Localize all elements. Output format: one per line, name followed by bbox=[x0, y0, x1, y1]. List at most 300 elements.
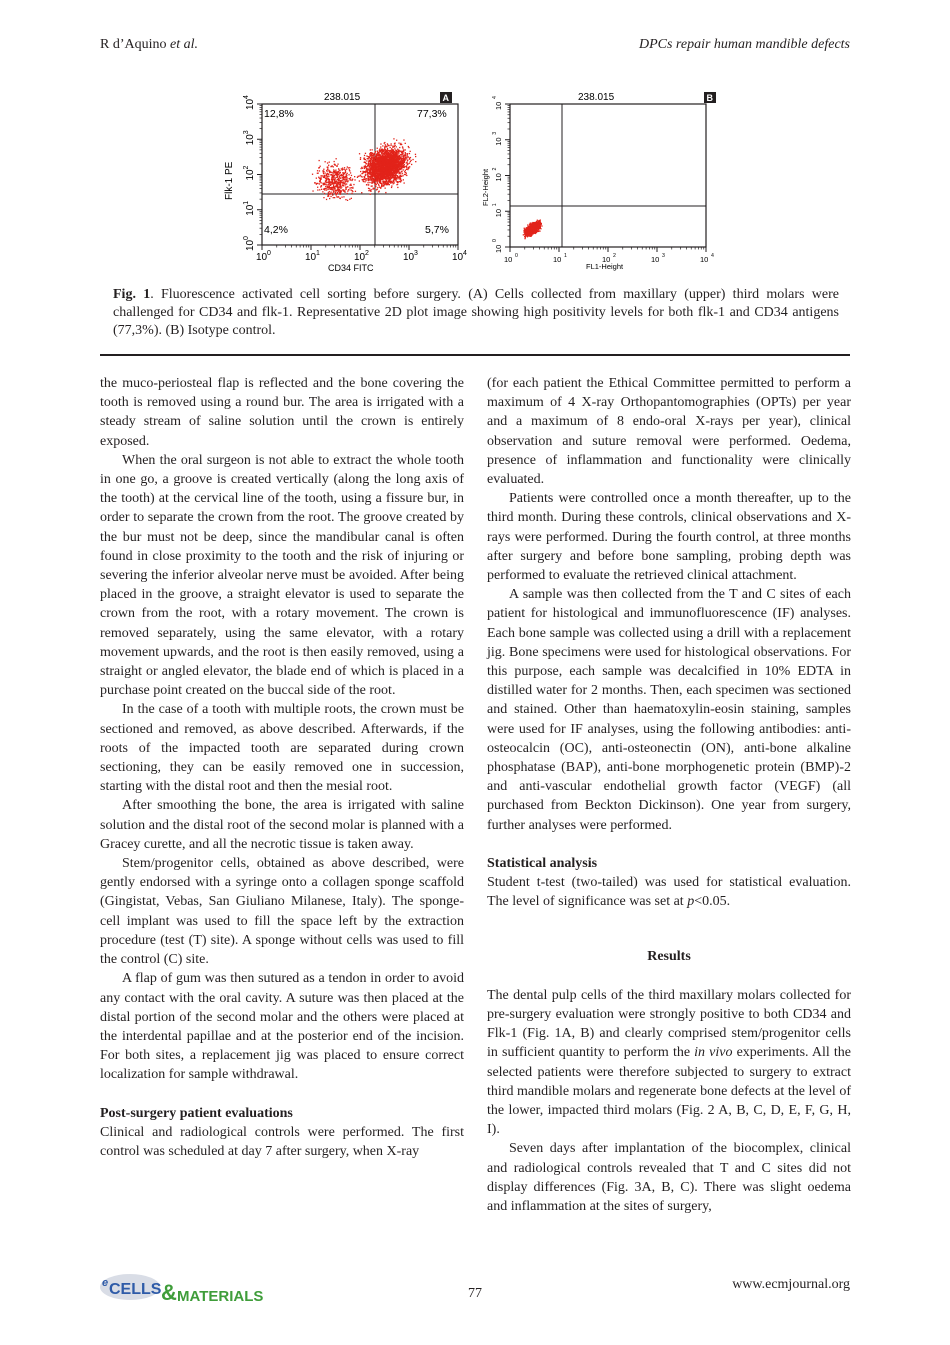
scatter-dot bbox=[378, 176, 379, 177]
scatter-dot bbox=[384, 142, 385, 143]
scatter-dot bbox=[389, 184, 390, 185]
scatter-dot bbox=[395, 157, 396, 158]
scatter-dot bbox=[393, 151, 394, 152]
scatter-dot bbox=[403, 169, 404, 170]
scatter-dot bbox=[339, 172, 340, 173]
journal-url: www.ecmjournal.org bbox=[732, 1277, 850, 1292]
scatter-dot bbox=[339, 191, 340, 192]
panel-a-q-upper-right: 77,3% bbox=[417, 108, 447, 120]
scatter-dot bbox=[529, 229, 530, 230]
scatter-dot bbox=[527, 230, 528, 231]
scatter-dot bbox=[344, 190, 345, 191]
scatter-dot bbox=[392, 170, 393, 171]
scatter-dot bbox=[394, 159, 395, 160]
scatter-dot bbox=[371, 158, 372, 159]
scatter-dot bbox=[364, 161, 365, 162]
scatter-dot bbox=[366, 163, 367, 164]
scatter-dot bbox=[347, 177, 348, 178]
scatter-dot bbox=[390, 154, 391, 155]
scatter-dot bbox=[326, 184, 327, 185]
scatter-dot bbox=[323, 197, 324, 198]
scatter-dot bbox=[368, 184, 369, 185]
scatter-dot bbox=[397, 162, 398, 163]
scatter-dot bbox=[366, 168, 367, 169]
scatter-dot bbox=[336, 194, 337, 195]
scatter-dot bbox=[373, 179, 374, 180]
scatter-dot bbox=[342, 182, 343, 183]
scatter-dot bbox=[322, 175, 323, 176]
scatter-dot bbox=[331, 178, 332, 179]
scatter-dot bbox=[365, 171, 366, 172]
scatter-dot bbox=[344, 167, 345, 168]
scatter-dot bbox=[312, 174, 313, 175]
scatter-dot bbox=[404, 182, 405, 183]
panel-a-top-value: 238.015 bbox=[324, 92, 361, 103]
scatter-dot bbox=[326, 182, 327, 183]
scatter-dot bbox=[395, 164, 396, 165]
scatter-dot bbox=[384, 163, 385, 164]
scatter-dot bbox=[398, 158, 399, 159]
panel-a-q-lower-left: 4,2% bbox=[264, 224, 288, 236]
figure-caption bbox=[113, 286, 839, 340]
scatter-dot bbox=[363, 171, 364, 172]
scatter-dot bbox=[402, 153, 403, 154]
scatter-dot bbox=[328, 189, 329, 190]
scatter-dot bbox=[386, 184, 387, 185]
scatter-dot bbox=[361, 167, 362, 168]
scatter-dot bbox=[333, 189, 334, 190]
scatter-dot bbox=[524, 231, 525, 232]
scatter-dot bbox=[333, 183, 334, 184]
scatter-dot bbox=[391, 185, 392, 186]
scatter-dot bbox=[352, 179, 353, 180]
scatter-dot bbox=[371, 167, 372, 168]
scatter-dot bbox=[384, 169, 385, 170]
scatter-dot bbox=[328, 165, 329, 166]
scatter-dot bbox=[376, 166, 377, 167]
scatter-dot bbox=[332, 172, 333, 173]
x-tick-label: 10 bbox=[504, 255, 513, 264]
scatter-dot bbox=[393, 183, 394, 184]
scatter-dot bbox=[387, 148, 388, 149]
x-tick-exponent: 4 bbox=[711, 253, 714, 259]
scatter-dot bbox=[325, 184, 326, 185]
scatter-dot bbox=[383, 170, 384, 171]
scatter-dot bbox=[382, 145, 383, 146]
scatter-dot bbox=[377, 155, 378, 156]
x-tick-exponent: 3 bbox=[662, 253, 665, 259]
scatter-dot bbox=[400, 168, 401, 169]
scatter-dot bbox=[333, 197, 334, 198]
scatter-dot bbox=[404, 155, 405, 156]
paragraph: A sample was then collected from the T and C sites of each patient for histological and immunofluorescence (IF) analyses. Each bone sample was collected using a drill with a replacement jig. Bone specimens were used for histological observations. For this purpose, each sample was decalcified in 10% EDTA in distilled water for 2 months. Then, each specimen was sectioned and stained. Other than haematoxylin-eosin staining, samples were used for IF analyses, using the following antibodies: anti-osteocalcin (OC), anti-osteonectin (ON), anti-bone alkaline phosphatase (BAP), anti-bone morphogenetic protein (BMP)-2 and anti-vascular endothelial growth factor (VEGF) (all purchased from Beckton Dickinson). One year from surgery, further analyses were performed. bbox=[487, 587, 851, 833]
scatter-dot bbox=[378, 165, 379, 166]
scatter-dot bbox=[342, 180, 343, 181]
scatter-dot bbox=[366, 169, 367, 170]
scatter-dot bbox=[392, 181, 393, 182]
scatter-dot bbox=[376, 181, 377, 182]
panel-a-y-label: Flk-1 PE bbox=[224, 161, 235, 200]
y-tick-label: 10 bbox=[245, 169, 256, 181]
scatter-dot bbox=[364, 179, 365, 180]
scatter-dot bbox=[382, 164, 383, 165]
scatter-dot bbox=[383, 157, 384, 158]
y-tick-exponent: 0 bbox=[492, 239, 498, 242]
scatter-dot bbox=[329, 191, 330, 192]
scatter-dot bbox=[347, 200, 348, 201]
scatter-dot bbox=[394, 173, 395, 174]
panel-b-label: B bbox=[706, 93, 713, 103]
scatter-dot bbox=[401, 171, 402, 172]
scatter-dot bbox=[388, 159, 389, 160]
scatter-dot bbox=[372, 189, 373, 190]
scatter-dot bbox=[377, 148, 378, 149]
scatter-dot bbox=[332, 165, 333, 166]
scatter-dot bbox=[367, 173, 368, 174]
scatter-dot bbox=[374, 175, 375, 176]
scatter-dot bbox=[373, 155, 374, 156]
scatter-dot bbox=[349, 170, 350, 171]
scatter-dot bbox=[372, 174, 373, 175]
scatter-dot bbox=[326, 189, 327, 190]
scatter-dot bbox=[377, 187, 378, 188]
scatter-dot bbox=[378, 179, 379, 180]
scatter-dot bbox=[335, 178, 336, 179]
scatter-dot bbox=[394, 143, 395, 144]
scatter-dot bbox=[377, 169, 378, 170]
scatter-dot bbox=[399, 178, 400, 179]
scatter-dot bbox=[334, 172, 335, 173]
scatter-dot bbox=[382, 183, 383, 184]
scatter-dot bbox=[350, 172, 351, 173]
scatter-dot bbox=[372, 160, 373, 161]
scatter-dot bbox=[331, 192, 332, 193]
scatter-dot bbox=[374, 188, 375, 189]
scatter-dot bbox=[392, 147, 393, 148]
scatter-dot bbox=[333, 185, 334, 186]
scatter-dot bbox=[322, 191, 323, 192]
scatter-dot bbox=[342, 169, 343, 170]
scatter-dot bbox=[402, 173, 403, 174]
scatter-dot bbox=[333, 177, 334, 178]
scatter-dot bbox=[382, 161, 383, 162]
scatter-dot bbox=[398, 177, 399, 178]
scatter-dot bbox=[321, 186, 322, 187]
scatter-dot bbox=[368, 163, 369, 164]
scatter-dot bbox=[329, 170, 330, 171]
panel-a bbox=[224, 92, 467, 273]
scatter-dot bbox=[541, 225, 542, 226]
scatter-dot bbox=[357, 176, 358, 177]
scatter-dot bbox=[394, 177, 395, 178]
scatter-dot bbox=[334, 197, 335, 198]
panel-a-x-label: CD34 FITC bbox=[328, 263, 374, 273]
scatter-dot bbox=[398, 172, 399, 173]
scatter-dot bbox=[406, 175, 407, 176]
scatter-dot bbox=[372, 149, 373, 150]
paragraph: Seven days after implantation of the biocomplex, clinical and radiological controls revealed that T and C sites did not display differences (Fig. 3A, B, C). There was slight oedema and inflammation at the sites of surgery, bbox=[487, 1141, 851, 1214]
scatter-dot bbox=[381, 159, 382, 160]
scatter-dot bbox=[343, 189, 344, 190]
scatter-dot bbox=[347, 186, 348, 187]
scatter-dot bbox=[397, 159, 398, 160]
scatter-dot bbox=[389, 182, 390, 183]
scatter-dot bbox=[402, 146, 403, 147]
scatter-dot bbox=[370, 160, 371, 161]
scatter-dot bbox=[389, 164, 390, 165]
scatter-dot bbox=[374, 153, 375, 154]
scatter-dot bbox=[327, 166, 328, 167]
scatter-dot bbox=[395, 167, 396, 168]
scatter-dot bbox=[396, 150, 397, 151]
scatter-dot bbox=[384, 164, 385, 165]
scatter-dot bbox=[319, 183, 320, 184]
scatter-dot bbox=[332, 193, 333, 194]
scatter-dot bbox=[369, 166, 370, 167]
scatter-dot bbox=[396, 184, 397, 185]
y-tick-exponent: 1 bbox=[243, 200, 250, 205]
scatter-dot bbox=[333, 173, 334, 174]
x-tick-label: 10 bbox=[651, 255, 660, 264]
scatter-dot bbox=[338, 187, 339, 188]
scatter-dot bbox=[365, 166, 366, 167]
scatter-dot bbox=[535, 225, 536, 226]
scatter-dot bbox=[317, 189, 318, 190]
scatter-dot bbox=[397, 168, 398, 169]
scatter-dot bbox=[331, 177, 332, 178]
scatter-dot bbox=[396, 173, 397, 174]
scatter-dot bbox=[393, 149, 394, 150]
scatter-dot bbox=[325, 186, 326, 187]
scatter-dot bbox=[411, 160, 412, 161]
scatter-dot bbox=[403, 167, 404, 168]
scatter-dot bbox=[398, 182, 399, 183]
y-tick-exponent: 3 bbox=[492, 131, 498, 135]
scatter-dot bbox=[407, 154, 408, 155]
scatter-dot bbox=[375, 151, 376, 152]
scatter-dot bbox=[371, 153, 372, 154]
paragraph: After smoothing the bone, the area is irrigated with saline solution and the distal root of the second molar is planned with a Gracey curette, and all the necrotic tissue is taken away. bbox=[100, 798, 464, 852]
scatter-dot bbox=[407, 169, 408, 170]
scatter-dot bbox=[364, 181, 365, 182]
y-tick-exponent: 0 bbox=[243, 236, 250, 240]
paragraph: The dental pulp cells of the third maxillary molars collected for pre-surgery evaluation were strongly positive to both CD34 and Flk-1 (Fig. 1A, B) and clearly comprised stem/progenitor cells in sufficient quantity to perform the in vivo experiments. All the selected patients were therefore subjected to surgery to extract third mandible molars and regenerate bone defects at the level of the lower, impacted third molars (Fig. 2 A, B, C, D, E, F, G, H, I). bbox=[487, 987, 851, 1138]
y-tick-label: 10 bbox=[494, 101, 503, 110]
scatter-dot bbox=[529, 232, 530, 233]
scatter-dot bbox=[346, 169, 347, 170]
scatter-dot bbox=[336, 158, 337, 159]
scatter-dot bbox=[531, 230, 532, 231]
scatter-dot bbox=[379, 175, 380, 176]
scatter-dot bbox=[537, 220, 538, 221]
scatter-dot bbox=[394, 148, 395, 149]
scatter-dot bbox=[415, 156, 416, 157]
scatter-dot bbox=[403, 161, 404, 162]
figure-1 bbox=[220, 88, 730, 278]
scatter-dot bbox=[316, 178, 317, 179]
scatter-dot bbox=[390, 167, 391, 168]
scatter-dot bbox=[394, 179, 395, 180]
scatter-dot bbox=[381, 177, 382, 178]
logo-materials: MATERIALS bbox=[177, 1288, 264, 1305]
scatter-dot bbox=[351, 198, 352, 199]
scatter-dot bbox=[407, 167, 408, 168]
scatter-dot bbox=[372, 182, 373, 183]
scatter-dot bbox=[377, 160, 378, 161]
scatter-dot bbox=[338, 188, 339, 189]
scatter-dot bbox=[386, 162, 387, 163]
scatter-dot bbox=[400, 158, 401, 159]
scatter-dot bbox=[329, 182, 330, 183]
scatter-dot bbox=[404, 158, 405, 159]
paragraph: the muco-periosteal flap is reflected and the bone covering the tooth is removed using a round bur. The area is irrigated with a steady stream of saline solution until the crown is entirely exposed. bbox=[100, 376, 464, 449]
y-tick-exponent: 1 bbox=[492, 203, 498, 207]
scatter-dot bbox=[349, 199, 350, 200]
scatter-dot bbox=[402, 154, 403, 155]
scatter-dot bbox=[538, 226, 539, 227]
scatter-dot bbox=[326, 188, 327, 189]
scatter-dot bbox=[380, 170, 381, 171]
results-heading: Results bbox=[647, 949, 691, 965]
scatter-dot bbox=[349, 187, 350, 188]
scatter-dot bbox=[399, 156, 400, 157]
scatter-dot bbox=[334, 161, 335, 162]
scatter-dot bbox=[346, 179, 347, 180]
scatter-dot bbox=[376, 169, 377, 170]
scatter-dot bbox=[374, 184, 375, 185]
scatter-dot bbox=[369, 182, 370, 183]
scatter-dot bbox=[373, 163, 374, 164]
scatter-dot bbox=[370, 175, 371, 176]
scatter-dot bbox=[396, 146, 397, 147]
scatter-dot bbox=[391, 181, 392, 182]
scatter-dot bbox=[406, 165, 407, 166]
scatter-dot bbox=[538, 231, 539, 232]
scatter-dot bbox=[332, 180, 333, 181]
scatter-dot bbox=[330, 172, 331, 173]
scatter-dot bbox=[390, 150, 391, 151]
scatter-dot bbox=[345, 199, 346, 200]
scatter-dot bbox=[324, 193, 325, 194]
scatter-dot bbox=[337, 192, 338, 193]
scatter-dot bbox=[318, 173, 319, 174]
scatter-dot bbox=[385, 188, 386, 189]
scatter-dot bbox=[346, 183, 347, 184]
scatter-dot bbox=[373, 171, 374, 172]
scatter-dot bbox=[530, 232, 531, 233]
y-tick-label: 10 bbox=[494, 244, 503, 253]
scatter-dot bbox=[359, 180, 360, 181]
scatter-dot bbox=[403, 157, 404, 158]
scatter-dot bbox=[388, 183, 389, 184]
scatter-dot bbox=[396, 175, 397, 176]
scatter-dot bbox=[362, 179, 363, 180]
scatter-dot bbox=[342, 185, 343, 186]
scatter-dot bbox=[345, 180, 346, 181]
x-tick-exponent: 0 bbox=[515, 253, 518, 259]
scatter-dot bbox=[337, 189, 338, 190]
paragraph: A flap of gum was then sutured as a tendon in order to avoid any contact with the oral cavity. A suture was then placed at the distal portion of the second molar and the others were placed at the interdental papillae and at the posterior end of the incision. For both sites, a replacement jig was placed to ensure correct localization for sample withdrawal. bbox=[100, 971, 464, 1083]
scatter-dot bbox=[378, 159, 379, 160]
scatter-dot bbox=[533, 227, 534, 228]
scatter-dot bbox=[361, 173, 362, 174]
logo-e: e bbox=[102, 1277, 109, 1289]
scatter-dot bbox=[333, 186, 334, 187]
scatter-dot bbox=[391, 148, 392, 149]
scatter-dot bbox=[529, 227, 530, 228]
scatter-dot bbox=[396, 177, 397, 178]
paragraph: Patients were controlled once a month thereafter, up to the third month. During these controls, clinical observations and X-rays were performed. During the fourth control, at three months after surgery and before bone sampling, probing depth was performed to evaluate the retrieved clinical attachment. bbox=[487, 491, 851, 584]
scatter-dot bbox=[352, 191, 353, 192]
scatter-dot bbox=[332, 195, 333, 196]
scatter-dot bbox=[393, 157, 394, 158]
scatter-dot bbox=[345, 177, 346, 178]
scatter-dot bbox=[383, 156, 384, 157]
scatter-dot bbox=[360, 171, 361, 172]
scatter-dot bbox=[337, 172, 338, 173]
scatter-dot bbox=[393, 156, 394, 157]
x-tick-label: 10 bbox=[305, 252, 317, 263]
scatter-dot bbox=[350, 179, 351, 180]
scatter-dot bbox=[368, 173, 369, 174]
scatter-dot bbox=[403, 149, 404, 150]
scatter-dot bbox=[384, 172, 385, 173]
scatter-dot bbox=[380, 181, 381, 182]
scatter-dot bbox=[388, 173, 389, 174]
scatter-dot bbox=[381, 150, 382, 151]
scatter-dot bbox=[397, 149, 398, 150]
scatter-dot bbox=[392, 177, 393, 178]
scatter-dot bbox=[364, 155, 365, 156]
scatter-dot bbox=[368, 176, 369, 177]
scatter-dot bbox=[317, 187, 318, 188]
scatter-dot bbox=[375, 161, 376, 162]
scatter-dot bbox=[379, 161, 380, 162]
running-title: DPCs repair human mandible defects bbox=[638, 37, 850, 52]
scatter-dot bbox=[379, 154, 380, 155]
scatter-dot bbox=[343, 185, 344, 186]
scatter-dot bbox=[382, 155, 383, 156]
scatter-dot bbox=[526, 227, 527, 228]
x-tick-exponent: 3 bbox=[414, 250, 418, 257]
scatter-dot bbox=[321, 182, 322, 183]
scatter-dot bbox=[391, 161, 392, 162]
right-column bbox=[487, 374, 851, 1216]
scatter-dot bbox=[332, 183, 333, 184]
scatter-dot bbox=[527, 236, 528, 237]
scatter-dot bbox=[398, 165, 399, 166]
scatter-dot bbox=[411, 164, 412, 165]
paragraph: When the oral surgeon is not able to extract the whole tooth in one go, a groove is created vertically (along the long axis of the tooth) at the cervical line of the tooth, using a fissure bur, in order to separate the crown from the root. The groove created by the bur must not be deep, since the mandibular canal is often found in close proximity to the tooth and the risk of injuring or severing the inferior alveolar nerve must be avoided. After being placed in the groove, a straight elevator is used to separate the crown from the root, with a rotary movement. The crown is removed separately, using the same elevator, with a rotary movement upwards, and the root is then easily removed, using a straight or angled elevator, the blade end of which is placed in a purchase point created on the buccal side of the root. bbox=[100, 452, 464, 699]
scatter-dot bbox=[537, 227, 538, 228]
panel-b-dots bbox=[523, 220, 543, 240]
logo-cells: CELLS bbox=[109, 1281, 162, 1298]
scatter-dot bbox=[389, 177, 390, 178]
scatter-dot bbox=[382, 162, 383, 163]
y-tick-exponent: 2 bbox=[243, 165, 250, 170]
scatter-dot bbox=[397, 151, 398, 152]
panel-b bbox=[481, 92, 716, 271]
scatter-dot bbox=[403, 165, 404, 166]
scatter-dot bbox=[399, 162, 400, 163]
scatter-dot bbox=[334, 164, 335, 165]
scatter-dot bbox=[343, 196, 344, 197]
scatter-dot bbox=[397, 171, 398, 172]
scatter-dot bbox=[381, 149, 382, 150]
scatter-dot bbox=[536, 232, 537, 233]
scatter-dot bbox=[399, 175, 400, 176]
scatter-dot bbox=[407, 159, 408, 160]
